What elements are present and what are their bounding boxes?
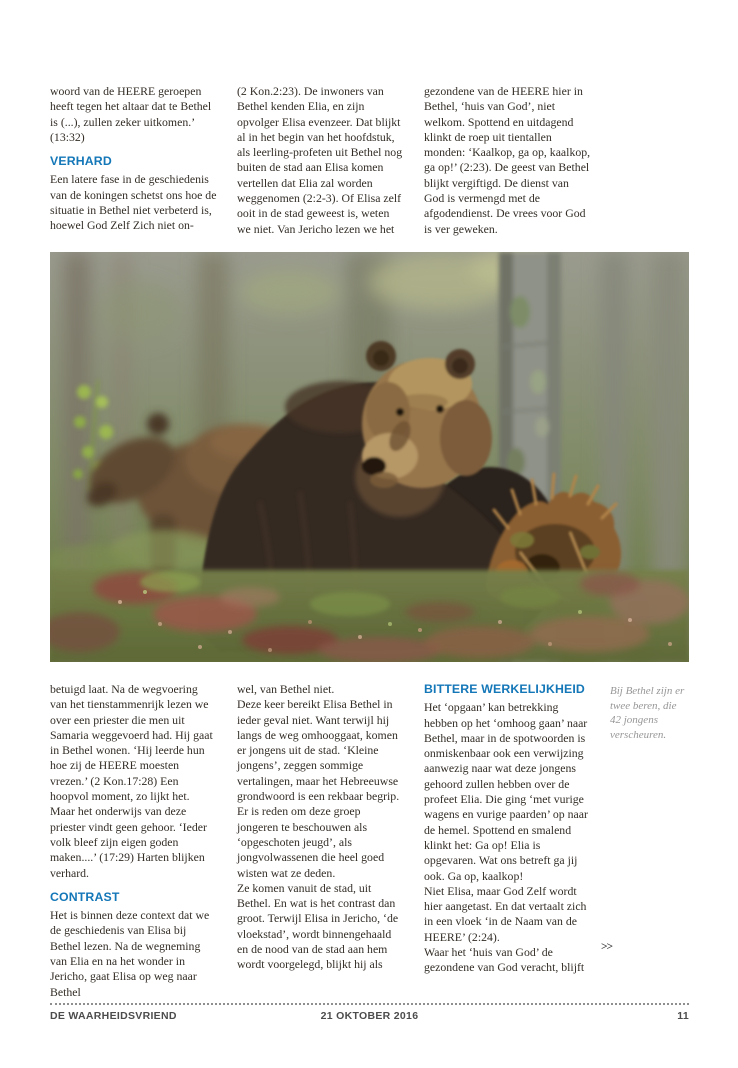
section-heading-verhard: VERHARD [50,154,112,169]
paragraph: gezondene van de HEERE hier in Bethel, ‘huis van God’, niet welkom. Spottend en uitdagend klinkt de roep uit tientallen monden: ‘Kaalkop, ga op, kaalkop, ga op!’ (2:23). De geest van Bethel blijkt vergiftigd. De dienst van God is vermengd met de afgodendienst. De vrees voor God is ver geweken. [424,84,591,236]
bears-photo [50,252,689,662]
paragraph: Een latere fase in de geschiedenis van de koningen schetst ons hoe de situatie in Bethel niet verbeterd is, hoewel God Zelf Zich niet on- [50,172,217,233]
top-column-2 [237,84,404,237]
bottom-column-2 [237,682,404,973]
top-column-1 [50,84,217,234]
paragraph: woord van de HEERE geroepen heeft tegen het altaar dat te Bethel is (...), zullen zeker uitkomen.’ (13:32) [50,84,212,144]
top-column-3 [424,84,591,237]
paragraph: Ze komen vanuit de stad, uit Bethel. En wat is het contrast dan groot. Terwijl Elisa in Jericho, ‘de vloekstad’, wordt binnengehaald en de nood van de stad aan hem wordt voorgelegd, blijkt hij als [237,880,399,972]
paragraph: (2 Kon.2:23). De inwoners van Bethel kenden Elia, en zijn opvolger Elisa evenzeer. Dat blijkt al in het begin van het hoofdstuk, als leerling-profeten uit Bethel nog buiten de stad aan Elisa komen vertellen dat Elia zal worden weggenomen (2:2-3). Of Elisa zelf ooit in de stad geweest is, weten we niet. Van Jericho lezen we het [237,84,403,236]
photo-caption: Bij Bethel zijn er twee beren, die 42 jongens verscheuren. [610,685,685,741]
section-heading-contrast: CONTRAST [50,889,120,904]
section-heading-bittere-werkelijkheid: BITTERE WERKELIJKHEID [424,682,585,696]
paragraph: Waar het ‘huis van God’ de gezondene van God veracht, blijft [424,945,585,975]
bears-photo-illustration [50,252,689,662]
continuation-marker: >> [601,941,613,953]
paragraph: betuigd laat. Na de wegvoering van het tienstammenrijk lezen we over een priester die men uit Samaria weggevoerd had. Hij gaat in Bethel wonen. ‘Hij leerde hun hoe zij de HEERE moesten vrezen.’ (2 Kon.17:28) Een hoopvol moment, zo lijkt het. Maar het onderwijs van deze priester vindt geen gehoor. ‘Ieder volk bleef zijn eigen goden maken....’ (17:29) Harten blijken verhard. [50,682,213,880]
paragraph: wel, van Bethel niet. [237,682,335,696]
footer-magazine-title: DE WAARHEIDSVRIEND [50,1010,177,1022]
paragraph: Het ‘opgaan’ kan betrekking hebben op het ‘omhoog gaan’ naar Bethel, maar in de spotwoorden is onmiskenbaar ook een verwijzing aanwezig naar wat deze jongens gehoord zullen hebben over de profeet Elia. Die ging ‘met vurige wagens en vurige paarden’ op naar de hemel. Spottend en smalend klinkt het: Ga op! Elia is opgevaren. Wat ons betreft ga jij ook. Ga op, kaalkop! [424,700,588,883]
paragraph: Niet Elisa, maar God Zelf wordt hier aangetast. En dat vertaalt zich in een vloek ‘in de Naam van de HEERE’ (2:24). [424,883,587,944]
paragraph: Deze keer bereikt Elisa Bethel in ieder geval niet. Want terwijl hij langs de weg omhooggaat, komen er jongens uit de stad. ‘Kleine jongens’, zeggen sommige vertalingen, maar het Hebreeuwse grondwoord is een rekbaar begrip. Er is reden om deze groep jongeren te beschouwen als ‘opgeschoten jeugd’, als jongvolwassenen die heel goed wisten wat ze deden. [237,697,400,880]
footer-issue-date: 21 OKTOBER 2016 [320,1010,419,1022]
footer-page-number: 11 [677,1010,689,1022]
paragraph: Het is binnen deze context dat we de geschiedenis van Elisa bij Bethel lezen. Na de wegneming van Elia en na het wonder in Jericho, gaat Elisa op weg naar Bethel [50,908,210,999]
bottom-column-1 [50,682,217,1000]
page-footer [50,1003,689,1022]
bottom-column-3 [424,682,591,976]
